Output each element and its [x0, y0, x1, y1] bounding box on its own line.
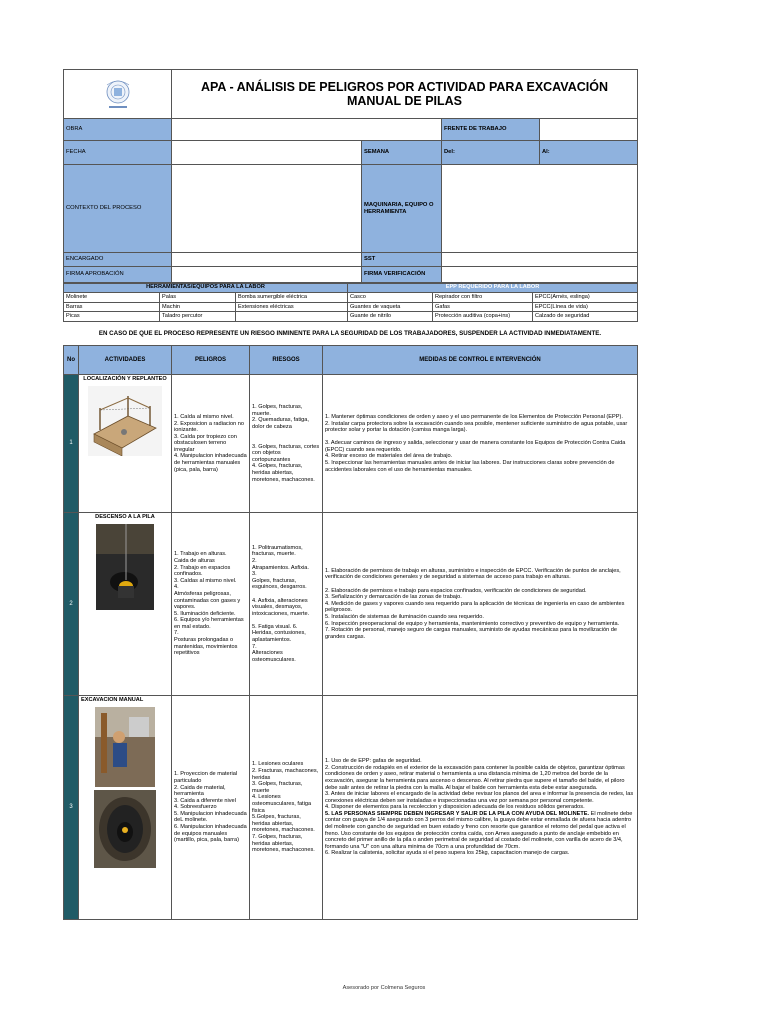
- medidas-cell: [323, 696, 638, 920]
- epp-cell: Protección auditiva (copa+ins): [433, 312, 533, 322]
- activity-cell: [79, 696, 172, 920]
- frente-label: FRENTE DE TRABAJO: [442, 119, 540, 141]
- header-table: [63, 69, 638, 283]
- fecha-label: FECHA: [64, 141, 172, 165]
- warning-text: EN CASO DE QUE EL PROCESO REPRESENTE UN RIESGO INMINENTE PARA LA SEGURIDAD DE LOS TRABAJADORES, SUSPENDER LA ACTIVIDAD INMEDIATAMENTE.: [98, 329, 602, 337]
- peligros-cell: 1. Trabajo en alturas. Caida de alturas 2. Trabajo en espacios confinados. 3. Caídas al mismo nivel. 4. Atmósferas peligrosas, contaminadas con gases y vapores. 5. Iluminación deficiente. 6. Equipos y/o herramientas en mal estado. 7. Posturas prolongadas o mantenidas, movimientos repetitivos: [172, 513, 250, 696]
- col-medidas: MEDIDAS DE CONTROL E INTERVENCIÓN: [323, 346, 638, 375]
- tool-cell: Palas: [160, 293, 236, 303]
- pile-descent-photo: [96, 524, 154, 610]
- tool-cell: Barras: [64, 302, 160, 312]
- activity-row: [64, 513, 638, 696]
- tools-epp-table: [63, 283, 638, 322]
- sst-field[interactable]: [442, 253, 638, 267]
- tool-cell: Taladro percutor: [160, 312, 236, 322]
- medidas-text: 1. Uso de de EPP: gafas de seguridad. 2. Construcción de rodapiés en el exterior de la excavación para contener la posible caída de objetos, garantizar óptimas condiciones de orden y aseo, retirar material o herramienta a una distancia mínima de 1,20 metros del borde de la excavación, asegurar la herramienta para ascenso o descenso. Al retirar piedra que supere el tamaño del balde, el piloro debe salir antes de retirar la piedra con la malla. Al bajar el balde con herramienta esta debe estar asegurada. 3. Antes de iniciar labores el encargado de la actividad debe revisar los planos del area e informar la presencia de redes, las conexiones eléctricas deben ser instaladas e inspeccionadas una vez por semana por personal competente. 4. Disponer de elementos para la recoleccion y disposicion adecuada de los residuos sólidos generados.: [325, 758, 634, 811]
- activity-name: EXCAVACION MANUAL: [81, 697, 144, 704]
- encargado-label: ENCARGADO: [64, 253, 172, 267]
- formwork-diagram-image: [88, 386, 162, 456]
- epp-cell: EPCC(Arnés, eslinga): [533, 293, 638, 303]
- tool-cell: Extensiones eléctricas: [236, 302, 348, 312]
- activity-cell: [79, 513, 172, 696]
- frente-field[interactable]: [540, 119, 638, 141]
- col-no: No: [64, 346, 79, 375]
- tool-cell: Picas: [64, 312, 160, 322]
- firma-verificacion-field[interactable]: [442, 267, 638, 283]
- epp-heading: EPP REQUERIDO PARA LA LABOR: [348, 284, 638, 293]
- manual-excavation-photo: [95, 707, 155, 787]
- activity-number: 1: [64, 375, 79, 513]
- firma-verificacion-label: FIRMA VERIFICACIÓN: [362, 267, 442, 283]
- peligros-cell: 1. Proyeccion de material particulado 2. Caida de material, herramienta 3. Caida a diferente nivel 4. Sobreesfuerzo 5. Manipulacion inhadecuada deL molinete. 6. Manipulacion inhadecuada de equipos manuales (martillo, pica, pala, barra): [172, 696, 250, 920]
- apa-form-sheet: [63, 69, 637, 920]
- epp-cell: EPCC(Línea de vida): [533, 302, 638, 312]
- page-title: APA - ANÁLISIS DE PELIGROS POR ACTIVIDAD PARA EXCAVACIÓN MANUAL DE PILAS: [172, 70, 638, 119]
- obra-field[interactable]: [172, 119, 442, 141]
- tools-heading: HERRAMIENTAS/EQUIPOS PARA LA LABOR: [64, 284, 348, 293]
- encargado-field[interactable]: [172, 253, 362, 267]
- medidas-cell: 1. Mantener óptimas condiciones de orden y aseo y el uso permanente de los Elementos de Protección Personal (EPP). 2. Instalar carpa protectora sobre la excavación cuando sea posible, mentener suficiente suministro de agua potable, usar protector solar y portar la dotación (camisa manga larga). 3. Adecuar caminos de ingreso y salida, seleccionar y usar de manera constante los Equipos de Protección Contra Caida (EPCC) cuando sea requerido. 4. Retirar exceso de materiales del área de trabajo. 5. Inspeccionar las herramientas manuales antes de iniciar las labores. Dar instrucciones claras sobre prevención de accidentes laborales con el uso de herramientas manuales.: [323, 375, 638, 513]
- activities-table: [63, 345, 638, 920]
- excavation-pit-photo: [94, 790, 156, 868]
- medidas-cell: 1. Elaboración de permisos de trabajo en alturas, suministro e inspección de EPCC. Verificación de puntos de anclajes, verificación de condiciones generales y de seguridad a sistemas de acceso para trabajo en alturas. 2. Elaboración de permisos e trabajo para espacios confinados, verificación de condiciones de seguridad. 3. Señalización y demarcación de las zonas de trabajo. 4. Medición de gases y vapores cuando sea requerido para la aplicación de técnicas de ingeniería en caso de ambientes peligrosos. 5. Instalación de sistemas de iluminación cuando sea requerido. 6. Inspección preoperacional de equipo y herramienta, mantenimiento correctivo y preventivo de equipo y herramienta. 7. Rotación de personal, manejo seguro de cargas manuales, suministo de ayudas mecánicas para la movilización de grandes cargas.: [323, 513, 638, 696]
- col-actividades: ACTIVIDADES: [79, 346, 172, 375]
- epp-cell: Repirador con filtro: [433, 293, 533, 303]
- contexto-field[interactable]: [172, 165, 362, 253]
- maquinaria-label: MAQUINARIA, EQUIPO O HERRAMIENTA: [362, 165, 442, 253]
- medidas-text: El molinete debe contar con guaya de 1/4 asegurado con 3 perros del mismo calibre, la guaya debe estar enmallada de afuera hacia adentro del molinete con gancho de seguridad en buen estado y freno con resorte que garantice el retorno del pedal que activa el freno. Uso constante de los equipos de protección contra caída, con Arnes asegurado a punto de anclaje embebido en concreto del primer anillo de la pila o anden perimetral de seguridad al costado del molinete, con varilla de acero de 3/4, formando una "U" con una altura minima de 70cm a una profundidad de 70cm. 6. Realizar la calistenia, solicitar ayuda si el peso supera los 25kg, capacitacion manejo de cargas.: [325, 810, 633, 857]
- epp-cell: Casco: [348, 293, 433, 303]
- peligros-cell: 1. Caída al mismo nivel. 2. Exposicion a radiacion no ionizante. 3. Caída por tropiezo con obstaculosen terreno irregular 4. Manipulacion inhadecuada de herramientas manuales (pica, pala, barra): [172, 375, 250, 513]
- medidas-emphasis: 5. LAS PERSONAS SIEMPRE DEBEN INGRESAR Y SALIR DE LA PILA CON AYUDA DEL MOLINETE.: [325, 810, 590, 817]
- sst-label: SST: [362, 253, 442, 267]
- col-peligros: PELIGROS: [172, 346, 250, 375]
- activity-row: [64, 696, 638, 920]
- activity-cell: [79, 375, 172, 513]
- activity-name: DESCENSO A LA PILA: [95, 514, 155, 521]
- maquinaria-field[interactable]: [442, 165, 638, 253]
- epp-cell: Guantes de vaqueta: [348, 302, 433, 312]
- semana-label: SEMANA: [362, 141, 442, 165]
- riesgos-cell: 1. Lesiones oculares 2. Fracturas, machacones, heridas 3. Golpes, fracturas, muerte 4. Lesiones osteomusculares, fatiga fisica 5.Golpes, fracturas, heridas abiertas, moretones, machacones. 7. Golpes, fracturas, heridas abiertas, moretones, machacones.: [250, 696, 323, 920]
- riesgos-cell: 1. Golpes, fracturas, muerte. 2. Quemaduras, fatiga, dolor de cabeza 3. Golpes, fracturas, cortes con objetos cortopunzantes 4. Golpes, fracturas, heridas abiertas, moretones, machacones.: [250, 375, 323, 513]
- activity-number: 2: [64, 513, 79, 696]
- tool-cell: [236, 312, 348, 322]
- semana-del-field[interactable]: Del:: [442, 141, 540, 165]
- tool-cell: Molinete: [64, 293, 160, 303]
- company-logo: [64, 70, 172, 119]
- epp-cell: Calzado de seguridad: [533, 312, 638, 322]
- tools-epp-row: [64, 293, 638, 303]
- tool-cell: Bomba sumergible eléctrica: [236, 293, 348, 303]
- firma-aprobacion-label: FIRMA APROBACIÓN: [64, 267, 172, 283]
- activity-name: LOCALIZACIÓN Y REPLANTEO: [83, 376, 167, 383]
- activity-number: 3: [64, 696, 79, 920]
- firma-aprobacion-field[interactable]: [172, 267, 362, 283]
- warning-table: [63, 322, 637, 345]
- tools-epp-row: [64, 302, 638, 312]
- tool-cell: Machin: [160, 302, 236, 312]
- obra-label: OBRA: [64, 119, 172, 141]
- tools-epp-row: [64, 312, 638, 322]
- activity-row: [64, 375, 638, 513]
- col-riesgos: RIESGOS: [250, 346, 323, 375]
- fecha-field[interactable]: [172, 141, 362, 165]
- contexto-label: CONTEXTO DEL PROCESO: [64, 165, 172, 253]
- logo-icon: [93, 77, 143, 111]
- footer-credit: Asesorado por Colmena Seguros: [342, 985, 426, 991]
- riesgos-cell: 1. Politraumatismos, fracturas, muerte. 2. Atrapamientos. Asfixia. 3. Golpes, fracturas, esguinces, desgarros. 4. Asfixia, alteraciones visuales, desmayos, intoxicaciones, muerte. 5. Fatiga visual. 6. Heridas, contusiones, aplastamientos. 7. Alteraciones osteomusculares.: [250, 513, 323, 696]
- epp-cell: Guante de nitrilo: [348, 312, 433, 322]
- semana-al-field[interactable]: Al:: [540, 141, 638, 165]
- epp-cell: Gafas: [433, 302, 533, 312]
